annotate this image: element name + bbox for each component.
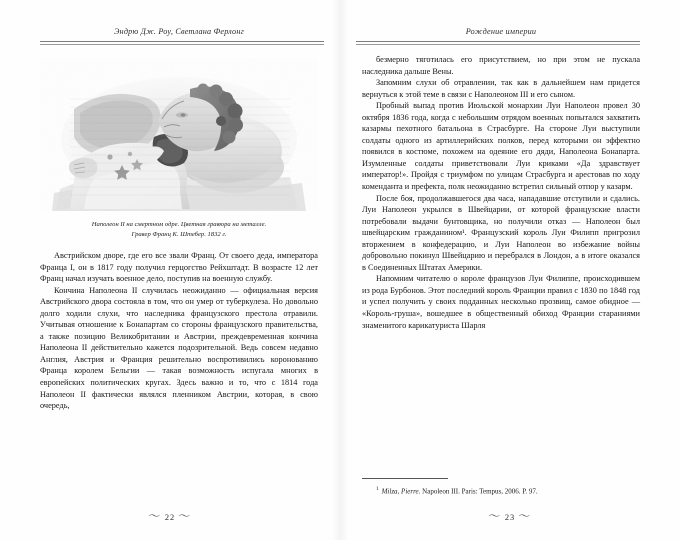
running-head-right: Рождение империи (465, 27, 537, 36)
footnote-entry (362, 484, 640, 496)
running-head-left: Эндрю Дж. Роу, Светлана Ферлонг (114, 27, 244, 36)
header-rule-left (40, 41, 324, 45)
folio-left (0, 509, 340, 522)
footnote-author: Milza, Pierre. (381, 487, 421, 495)
paragraph: После боя, продолжавшегося два часа, нападавшие отступили и сдались. Луи Наполеон укрылся в Швейцарии, от которой французские власти потребовали выдачи бунтовщика, но получили отказ — Наполеон был швейцарским гражданином¹. Французский король Луи Филипп пригрозил вторжением в конфедерацию, и Луи Наполеон во избежание войны добровольно покинул Швейцарию и перебрался в Лондон, а в итоге оказался в Соединенных Штатах Америки. (362, 193, 640, 272)
figure-caption-line-2: Гравер Франц К. Штебер. 1832 г. (131, 230, 227, 238)
page-number: 23 (504, 513, 516, 522)
paragraph: Пробный выпад против Июльской монархии Луи Наполеон провел 30 октября 1836 года, когда с небольшим отрядом военных попытался захватить казармы пехотного батальона в Страсбурге. На стороне Луи выступили солдаты одного из артиллерийских полков, перед которыми он эффектно появился в костюме, похожем на одеяние его дяди, Наполеона Бонапарта. Изумленные солдаты приветствовали Луи криками «Да здравствует император!». Пройдя с триумфом по улицам Страсбурга и арестовав по ходу коменданта и префекта, полк неожиданно встретил сильный отпор у казарм. (362, 101, 640, 192)
footnote-area (362, 478, 640, 496)
folio-ornament-right: 〜 (178, 511, 192, 521)
folio-ornament-right: 〜 (518, 511, 532, 521)
footnote-text: Napoleon III. Paris: Tempus, 2006. P. 97. (420, 487, 538, 495)
folio-right (340, 509, 680, 522)
paragraph: Напомним читателю о короле французов Луи Филиппе, происходившем из рода Бурбонов. Этот последний король Франции правил с 1830 по 1848 год и успел получить у своих подданных несколько прозвищ, самое обидное — «Король-груша», вошедшее в общественный обиход Франции стараниями знаменитого карикатуриста Шарля (362, 274, 640, 330)
paragraph: безмерно тяготилась его присутствием, но при этом не пускала наследника дальше Вены. (362, 55, 640, 76)
figure-napoleon-ii-deathbed (40, 59, 318, 239)
folio-ornament-left: 〜 (148, 511, 162, 521)
footnote-separator (362, 478, 448, 479)
right-page-body (362, 54, 640, 331)
paragraph: Кончина Наполеона II случилась неожиданно — официальная версия Австрийского двора состояла в том, что он умер от туберкулеза. Но довольно долго ходили слухи, что наследника французского престола отравили. Учитывая отношение к Бонапартам со стороны французского правительства, а также позицию Великобритании и Австрии, преждевременная кончина Наполеона II действительно кажется подозрительной. Ведь совсем недавно Англия, Австрия и Франция решительно воспротивились коронованию Франца королем Бельгии — такая возможность испугала многих в европейских политических кругах. Здесь важно и то, что с 1814 года Наполеон II фактически являлся пленником Австрии, которая, в свою очередь, (40, 285, 318, 411)
right-page (340, 0, 680, 540)
folio-ornament-left: 〜 (488, 511, 502, 521)
figure-caption (40, 220, 318, 239)
header-rule-right (356, 41, 640, 45)
paragraph: Запомним слухи об отравлении, так как в дальнейшем нам придется вернуться к этой теме в связи с Наполеоном III и его сыном. (362, 78, 640, 99)
footnote-marker: 1 (376, 485, 379, 492)
page-number: 22 (164, 513, 176, 522)
paragraph: Австрийском дворе, где его все звали Франц. От своего деда, императора Франца I, он в 1817 году получил герцогство Рейхштадт. В возрасте 12 лет Франц начал изучать военное дело, поступив на военную службу. (40, 251, 318, 284)
figure-caption-line-1: Наполеон II на смертном одре. Цветная гравюра на металле. (91, 221, 267, 228)
engraving-image (40, 59, 318, 211)
left-page-body (40, 250, 318, 412)
